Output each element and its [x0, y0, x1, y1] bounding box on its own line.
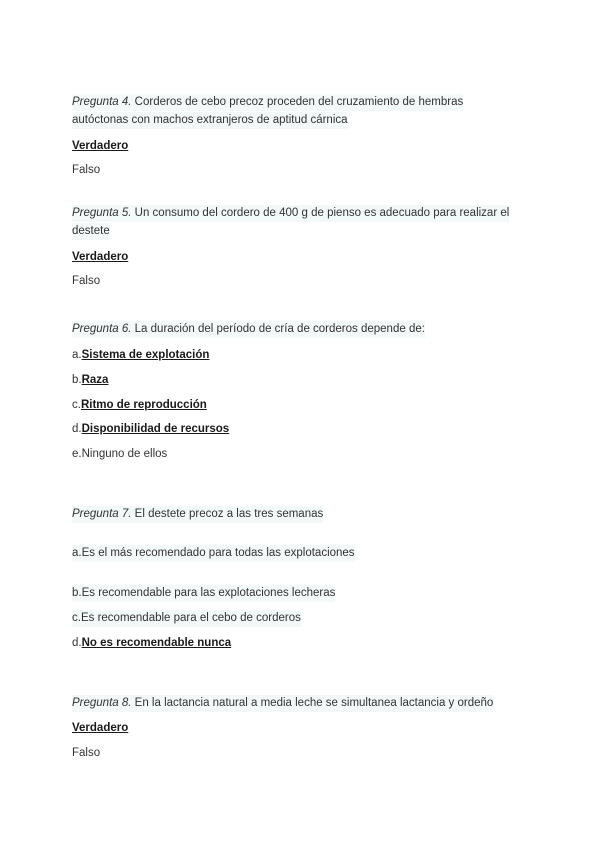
- question-5-prompt: Pregunta 5. Un consumo del cordero de 400 g de pienso es adecuado para realizar el: [72, 205, 509, 222]
- question-8-prompt: Pregunta 8. En la lactancia natural a media leche se simultanea lactancia y ordeño: [72, 695, 493, 712]
- question-6-option-d: d.Disponibilidad de recursos: [72, 423, 230, 435]
- question-6-option-c: c.Ritmo de reproducción: [72, 399, 207, 411]
- question-7-option-a: a.Es el más recomendado para todas las explotaciones: [72, 545, 355, 562]
- question-6-option-b: b.Raza: [72, 374, 109, 386]
- question-5-answer-false: Falso: [72, 275, 101, 287]
- question-4-answer-true: Verdadero: [72, 140, 129, 152]
- question-8-answer-true: Verdadero: [72, 722, 129, 734]
- question-4-prompt: Pregunta 4. Corderos de cebo precoz proceden del cruzamiento de hembras: [72, 94, 463, 111]
- question-4-answer-false: Falso: [72, 164, 101, 176]
- question-5-answer-true: Verdadero: [72, 251, 129, 263]
- question-5-label: Pregunta 5.: [72, 207, 132, 219]
- question-6-option-e: e.Ninguno de ellos: [72, 448, 168, 460]
- question-6-label: Pregunta 6.: [72, 323, 132, 335]
- question-4-label: Pregunta 4.: [72, 96, 132, 108]
- question-7-option-c: c.Es recomendable para el cebo de corderos: [72, 610, 301, 627]
- question-5-prompt-cont: destete: [72, 223, 110, 240]
- question-4-prompt-cont: autóctonas con machos extranjeros de aptitud cárnica: [72, 112, 348, 129]
- question-7-label: Pregunta 7.: [72, 508, 132, 520]
- question-7-option-d: d.No es recomendable nunca: [72, 637, 232, 649]
- question-8-answer-false: Falso: [72, 747, 101, 759]
- question-7-prompt: Pregunta 7. El destete precoz a las tres semanas: [72, 506, 323, 523]
- question-8-label: Pregunta 8.: [72, 697, 132, 709]
- question-6-prompt: Pregunta 6. La duración del período de cría de corderos depende de:: [72, 321, 425, 338]
- question-7-option-b: b.Es recomendable para las explotaciones lecheras: [72, 585, 335, 602]
- question-6-option-a: a.Sistema de explotación: [72, 349, 210, 361]
